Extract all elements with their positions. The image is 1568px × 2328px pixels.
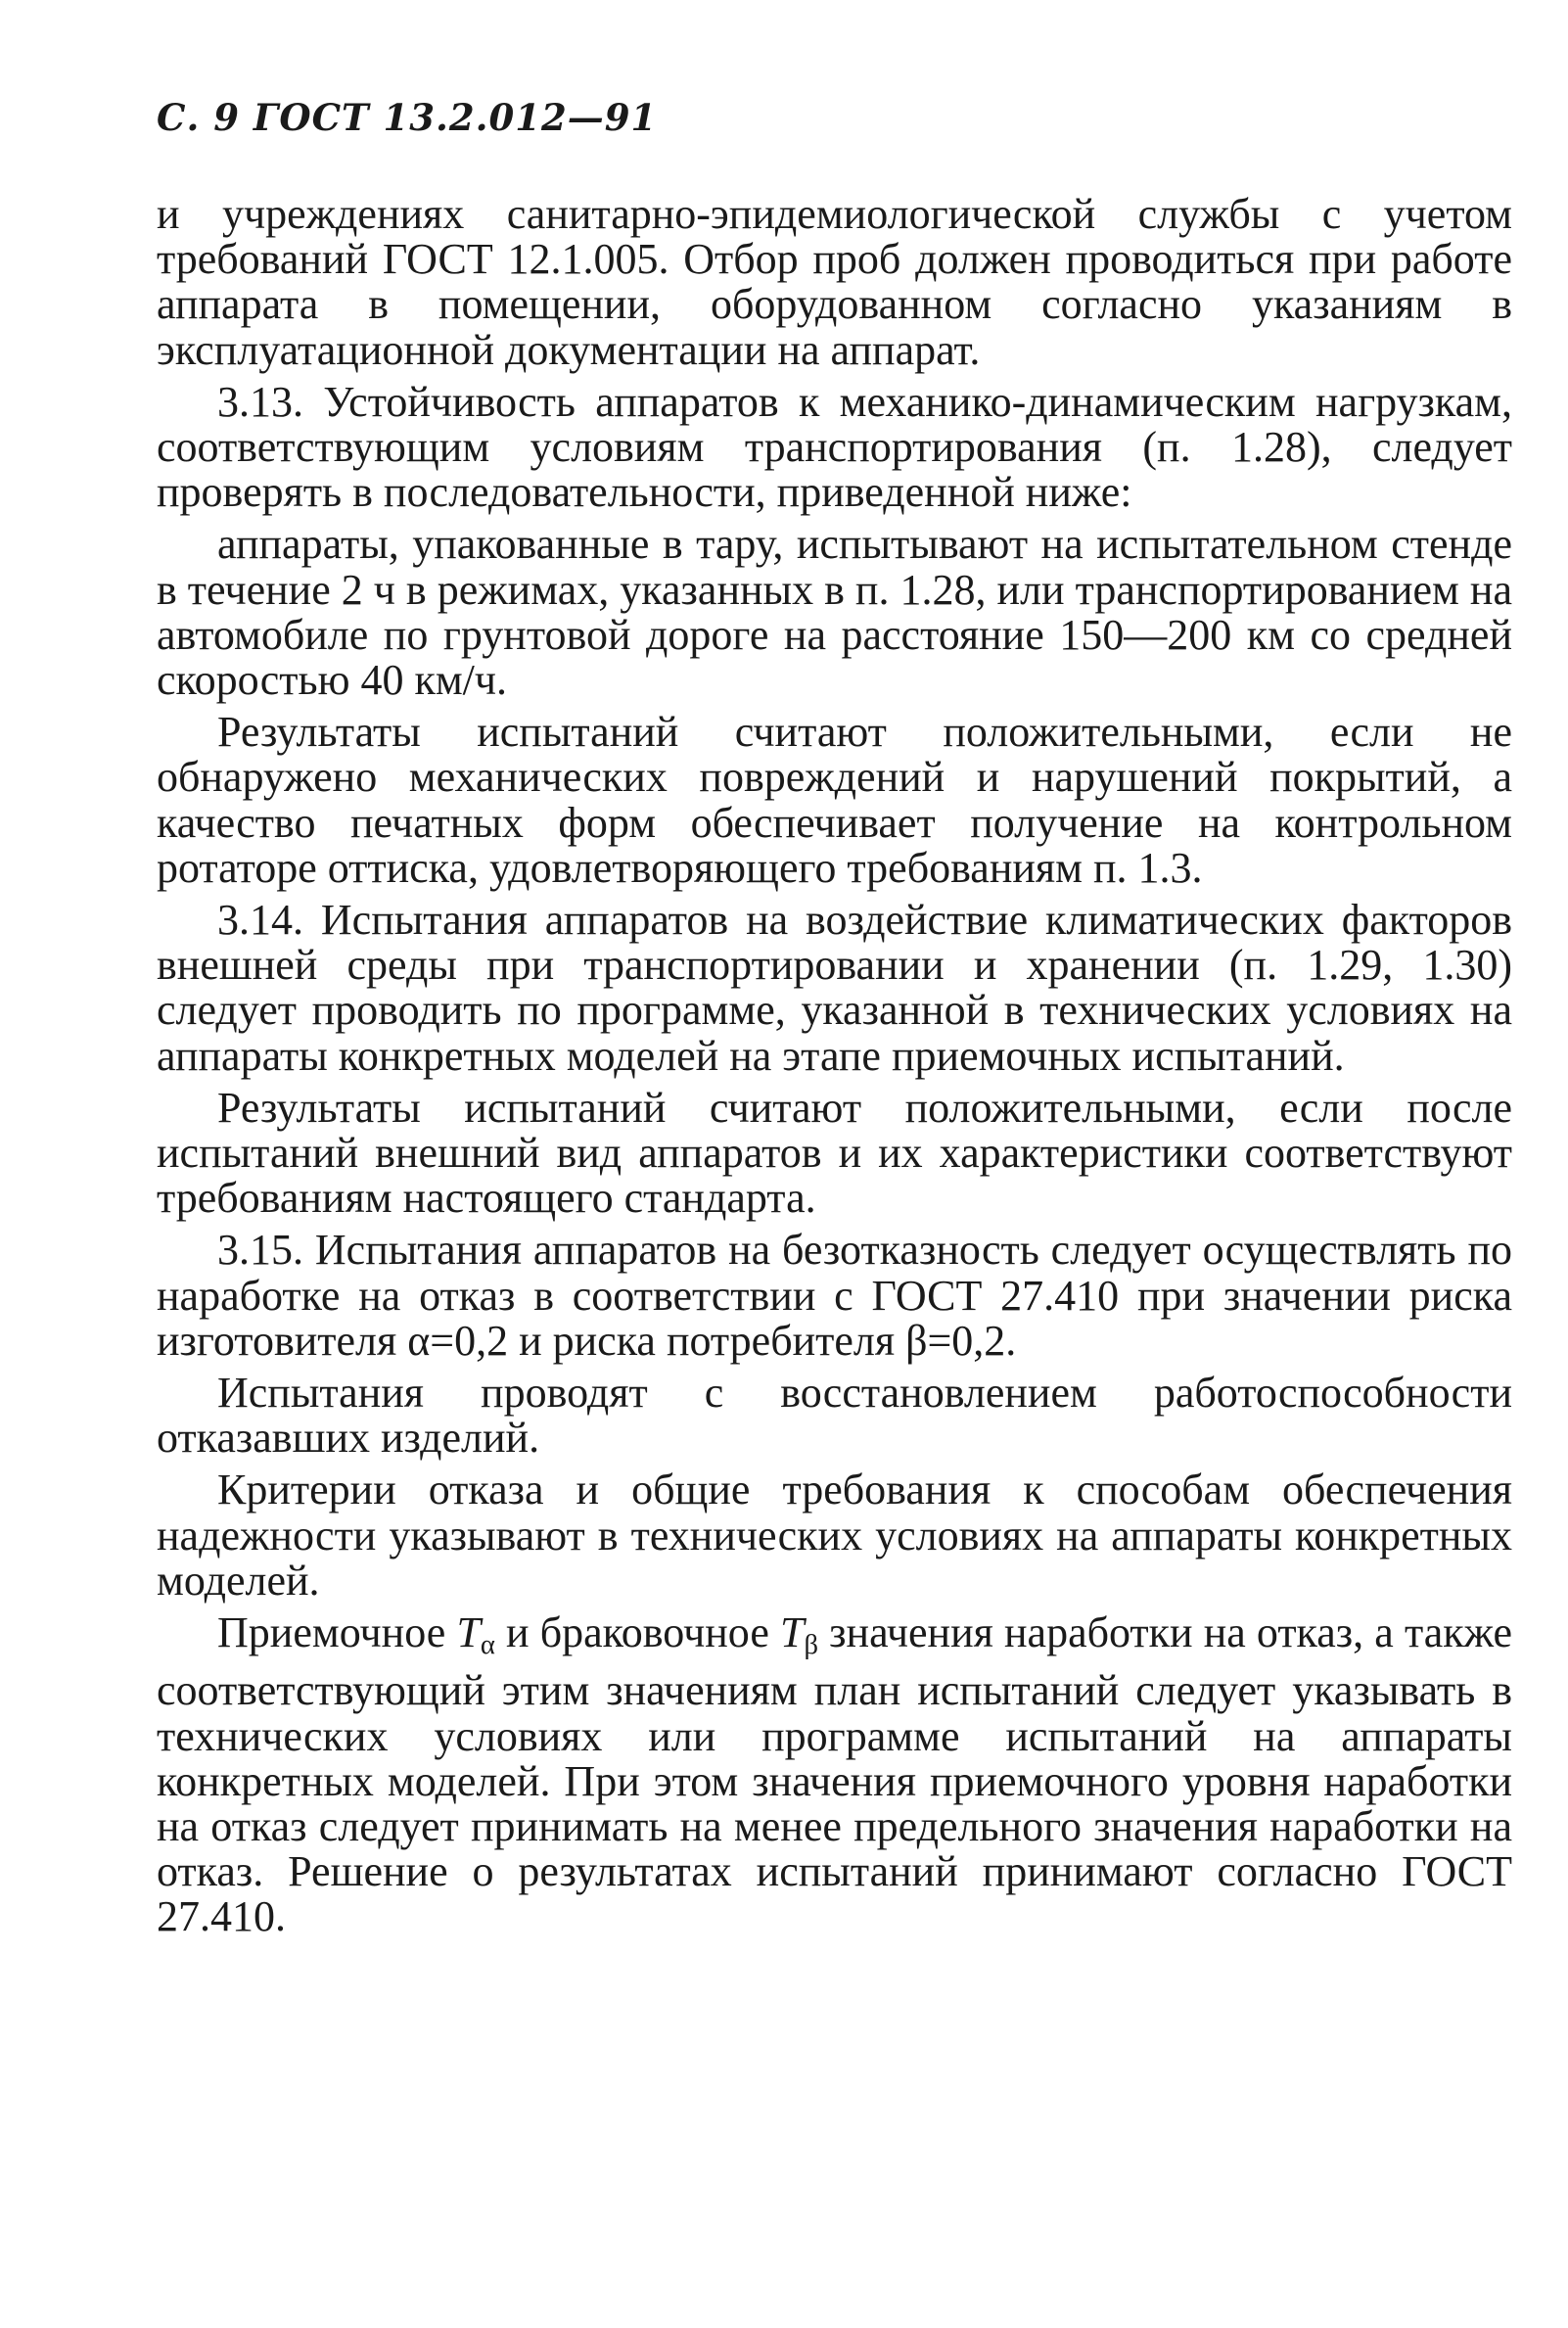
t-beta-symbol: [780, 1608, 819, 1661]
paragraph-3-15-restoration: Испытания проводят с восстановлением работоспособности отказавших изделий.: [157, 1369, 1512, 1463]
paragraph-continuation: и учреждениях санитарно-эпидемиологической службы с учетом требований ГОСТ 12.1.005. Отбор проб должен проводиться при работе аппарата в помещении, оборудованном согласно указаниям в эксплуатационной документации на аппарат.: [157, 190, 1512, 374]
acceptance-text-part2: и браковочное: [494, 1608, 780, 1657]
acceptance-text-part3: значения наработки на отказ, а также соответствующий этим значениям план испытаний следует указывать в технических условиях или программе испытаний на аппараты конкретных моделей. При этом значения приемочного уровня наработки на отказ следует принимать на менее предельного значения наработки на отказ. Решение о результатах испытаний принимают согласно ГОСТ 27.410.: [157, 1608, 1512, 1941]
paragraph-3-15: 3.15. Испытания аппаратов на безотказность следует осуществлять по наработке на отказ в соответствии с ГОСТ 27.410 при значении риска изготовителя α=0,2 и риска потребителя β=0,2.: [157, 1226, 1512, 1365]
paragraph-3-14: 3.14. Испытания аппаратов на воздействие климатических факторов внешней среды при транспортировании и хранении (п. 1.29, 1.30) следует проводить по программе, указанной в технических условиях на аппараты конкретных моделей на этапе приемочных испытаний.: [157, 896, 1512, 1080]
body-text: [157, 192, 1512, 1940]
paragraph-3-15-criteria: Критерии отказа и общие требования к способам обеспечения надежности указывают в технических условиях на аппараты конкретных моделей.: [157, 1466, 1512, 1605]
acceptance-text-part1: Приемочное: [217, 1608, 457, 1657]
paragraph-3-13: 3.13. Устойчивость аппаратов к механико-динамическим нагрузкам, соответствующим условиям транспортирования (п. 1.28), следует проверять в последовательности, приведенной ниже:: [157, 377, 1512, 517]
t-alpha-symbol: [456, 1608, 495, 1661]
t-beta-letter: T: [780, 1608, 805, 1657]
t-beta-subscript: β: [804, 1630, 819, 1661]
t-alpha-letter: T: [456, 1608, 481, 1657]
paragraph-3-13-procedure: аппараты, упакованные в тару, испытывают на испытательном стенде в течение 2 ч в режимах, указанных в п. 1.28, или транспортированием на автомобиле по грунтовой дороге на расстояние 150—200 км со средней скоростью 40 км/ч.: [157, 520, 1512, 705]
t-alpha-subscript: α: [480, 1630, 495, 1661]
paragraph-3-14-results: Результаты испытаний считают положительными, если после испытаний внешний вид аппаратов и их характеристики соответствуют требованиям настоящего стандарта.: [157, 1083, 1512, 1223]
paragraph-3-13-results: Результаты испытаний считают положительными, если не обнаружено механических повреждений и нарушений покрытий, а качество печатных форм обеспечивает получение на контрольном ротаторе оттиска, удовлетворяющего требованиям п. 1.3.: [157, 708, 1512, 892]
running-head: С. 9 ГОСТ 13.2.012—91: [157, 96, 658, 139]
paragraph-3-15-acceptance: [157, 1610, 1512, 1940]
